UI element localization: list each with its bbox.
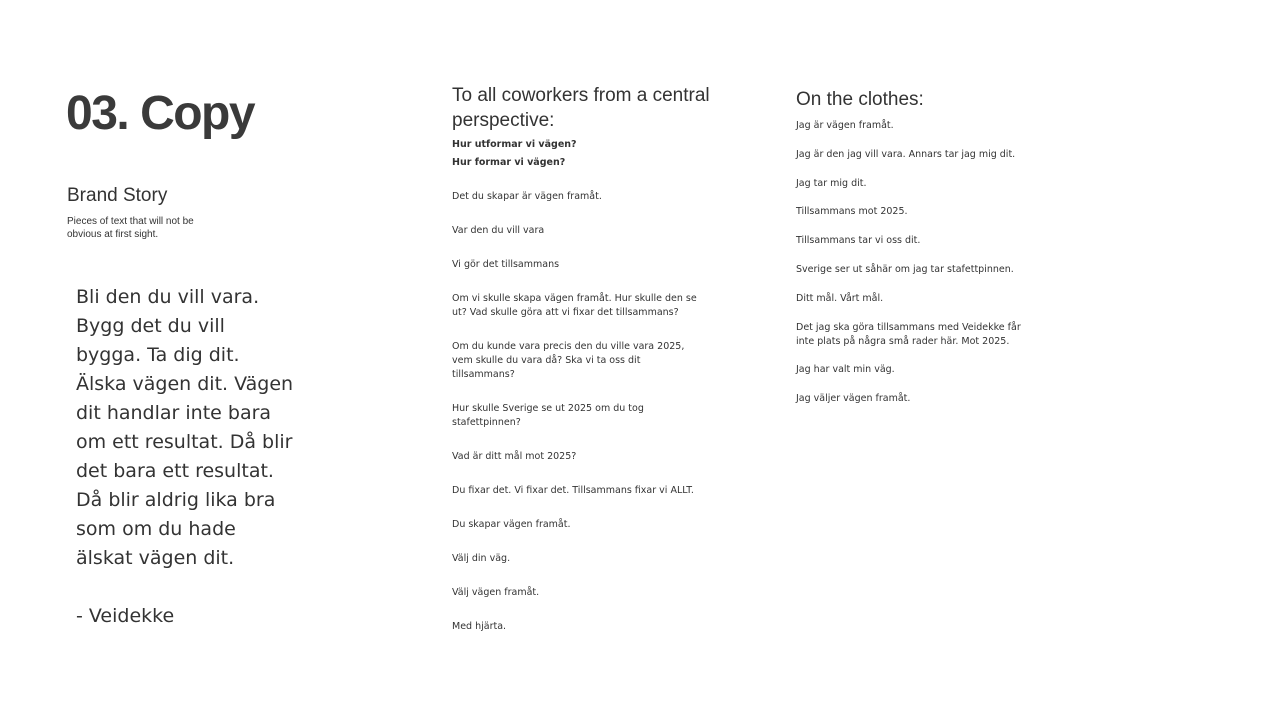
coworkers-line: Med hjärta. (452, 621, 507, 632)
clothes-line: Jag är den jag vill vara. Annars tar jag mig dit. (796, 148, 1016, 160)
coworkers-question: Hur utformar vi vägen? (452, 139, 577, 150)
brand-story-text: Bli den du vill vara. Bygg det du vill bygga. Ta dig dit. Älska vägen dit. Vägen dit handlar inte bara om ett resultat. Då blir det bara ett resultat. Då blir aldrig lika bra som om du hade älskat vägen dit. (76, 286, 294, 569)
clothes-line: Jag har valt min väg. (796, 364, 895, 376)
clothes-line: Det jag ska göra tillsammans med Veidekke får inte plats på några små rader här. Mot 2025. (796, 321, 1021, 347)
coworkers-line: Välj vägen framåt. (452, 587, 540, 598)
clothes-heading: On the clothes: (796, 89, 924, 110)
brand-story-signature: - Veidekke (76, 605, 175, 627)
coworkers-line: Välj din väg. (452, 553, 511, 564)
coworkers-column (452, 138, 697, 654)
clothes-line: Jag tar mig dit. (796, 177, 867, 189)
brand-story (76, 283, 296, 631)
coworkers-line: Du skapar vägen framåt. (452, 519, 571, 530)
coworkers-line: Du fixar det. Vi fixar det. Tillsammans fixar vi ALLT. (452, 485, 694, 496)
clothes-line: Sverige ser ut såhär om jag tar stafettpinnen. (796, 263, 1014, 275)
coworkers-question: Hur formar vi vägen? (452, 157, 566, 168)
clothes-line: Jag väljer vägen framåt. (796, 393, 911, 405)
coworkers-line: Vi gör det tillsammans (452, 259, 560, 270)
coworkers-line: Om vi skulle skapa vägen framåt. Hur skulle den se ut? Vad skulle göra att vi fixar det tillsammans? (452, 293, 697, 318)
clothes-line: Jag är vägen framåt. (796, 120, 894, 131)
section-description: Pieces of text that will not be obvious at first sight. (67, 216, 194, 240)
clothes-line: Tillsammans mot 2025. (796, 206, 908, 218)
coworkers-line: Hur skulle Sverige se ut 2025 om du tog stafettpinnen? (452, 403, 644, 428)
coworkers-line: Var den du vill vara (452, 225, 545, 236)
clothes-column (796, 119, 1036, 421)
section-label: Brand Story (67, 185, 168, 206)
coworkers-line: Vad är ditt mål mot 2025? (452, 451, 577, 462)
clothes-line: Ditt mål. Vårt mål. (796, 292, 884, 304)
slide-title: 03. Copy (66, 87, 255, 140)
coworkers-heading: To all coworkers from a central perspective: (452, 85, 710, 131)
coworkers-line: Det du skapar är vägen framåt. (452, 191, 602, 202)
clothes-line: Tillsammans tar vi oss dit. (796, 235, 921, 247)
coworkers-line: Om du kunde vara precis den du ville vara 2025, vem skulle du vara då? Ska vi ta oss dit tillsammans? (452, 341, 685, 380)
